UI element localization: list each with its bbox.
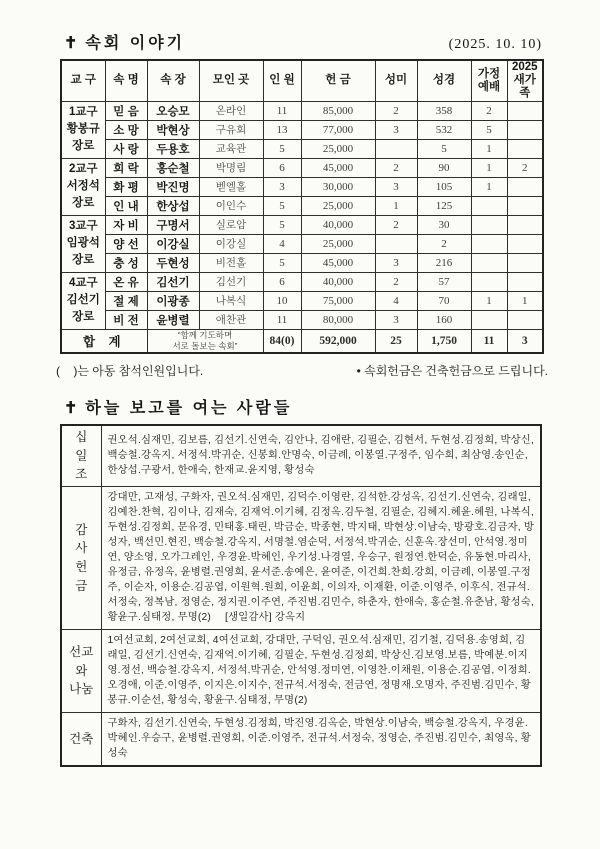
table-row	[61, 253, 543, 272]
place-cell: 이인수	[199, 196, 263, 215]
seongmi-cell: 2	[375, 272, 417, 291]
offering-cell: 25,000	[301, 139, 375, 158]
report-label-line: 감	[75, 522, 88, 537]
seongmi-cell	[375, 139, 417, 158]
report-row-names: 1여선교회, 2여선교회, 4여선교회, 강대만, 구덕임, 권오석.심재민, 김기철, 김덕용.송영희, 김래일, 김선기.신연숙, 김재억.이기혜, 김필순, 두현성.김정희, 박상신.김보영.보름, 박예분.이지영.정선, 백승철.강옥지, 서정석.박귀순, 안석영.정미연, 이영찬.이채원, 이용순.김공엽, 이정희.오경애, 이준.이영주, 이지은.이지수, 전규석.서정숙, 전금연, 정명재.오명자, 주진범.김민수, 황봉규.이순선, 황성숙, 황윤구.심태정, 무명(2)	[101, 630, 541, 713]
column-header-line: 속 장	[160, 74, 186, 87]
attendance-cell: 11	[263, 310, 301, 329]
table-row	[61, 310, 543, 329]
report-row	[61, 487, 541, 630]
family-worship-cell: 1	[471, 139, 507, 158]
attendance-cell: 4	[263, 234, 301, 253]
bible-cell: 5	[417, 139, 471, 158]
attendance-cell: 11	[263, 101, 301, 120]
bible-cell: 160	[417, 310, 471, 329]
footnotes	[56, 362, 548, 379]
attendance-cell: 5	[263, 253, 301, 272]
bible-cell: 216	[417, 253, 471, 272]
column-header-line: 새가족	[513, 74, 536, 100]
motto-line: 서로 돌보는 속회”	[172, 340, 238, 351]
table-row	[61, 177, 543, 196]
leader-cell: 윤병렬	[147, 310, 199, 329]
place-cell: 박명림	[199, 158, 263, 177]
sok-name-cell: 화 평	[105, 177, 147, 196]
leader-cell: 홍순철	[147, 158, 199, 177]
table-row	[61, 234, 543, 253]
attendance-cell: 6	[263, 272, 301, 291]
section2-title: 하늘 보고를 여는 사람들	[85, 399, 293, 417]
offering-cell: 25,000	[301, 234, 375, 253]
district-cell	[61, 215, 105, 272]
new-family-cell	[507, 196, 543, 215]
bible-cell: 358	[417, 101, 471, 120]
total-motto	[147, 329, 263, 353]
sok-name-cell: 인 내	[105, 196, 147, 215]
offering-cell: 77,000	[301, 120, 375, 139]
column-header-line: 인 원	[269, 74, 295, 87]
report-row-label	[61, 487, 101, 630]
new-family-cell	[507, 253, 543, 272]
family-worship-cell: 2	[471, 101, 507, 120]
column-header	[417, 60, 471, 101]
seongmi-cell: 4	[375, 291, 417, 310]
report-label-line: 십	[75, 429, 88, 444]
column-header-line: 교 구	[70, 74, 96, 87]
sok-name-cell: 충 성	[105, 253, 147, 272]
place-cell: 구유회	[199, 120, 263, 139]
sok-name-cell: 소 망	[105, 120, 147, 139]
district-cell	[61, 101, 105, 158]
offering-people-table	[60, 424, 542, 767]
family-worship-cell	[471, 215, 507, 234]
seongmi-cell: 3	[375, 120, 417, 139]
report-row	[61, 713, 541, 767]
bible-cell: 125	[417, 196, 471, 215]
leader-cell: 김선기	[147, 272, 199, 291]
attendance-cell: 5	[263, 139, 301, 158]
district-line: 장로	[72, 254, 95, 267]
sok-name-cell: 자 비	[105, 215, 147, 234]
new-family-cell	[507, 215, 543, 234]
district-line: 4교구	[68, 277, 98, 290]
leader-cell: 박현상	[147, 120, 199, 139]
sok-name-cell: 사 랑	[105, 139, 147, 158]
district-cell	[61, 158, 105, 215]
column-header	[61, 60, 105, 101]
offering-cell: 85,000	[301, 101, 375, 120]
column-header-line: 예배	[477, 80, 501, 93]
total-row	[61, 329, 543, 353]
report-row-label	[61, 425, 101, 487]
report-label-line: 헌	[75, 560, 88, 574]
attendance-cell: 5	[263, 196, 301, 215]
district-line: 김선기	[66, 294, 100, 307]
seongmi-cell: 2	[375, 158, 417, 177]
district-line: 2교구	[68, 163, 98, 176]
family-worship-cell	[471, 234, 507, 253]
report-table-body	[61, 425, 541, 766]
district-line: 장로	[72, 311, 95, 324]
leader-cell: 이강실	[147, 234, 199, 253]
district-cell	[61, 272, 105, 329]
leader-cell: 오승모	[147, 101, 199, 120]
sok-name-cell: 희 락	[105, 158, 147, 177]
note-offering-use: • 속회헌금은 건축헌금으로 드립니다.	[356, 363, 548, 378]
seongmi-cell: 1	[375, 196, 417, 215]
column-header-line: 헌 금	[325, 74, 351, 87]
seongmi-cell: 2	[375, 215, 417, 234]
report-label-line: 금	[75, 578, 88, 593]
column-header	[301, 60, 375, 101]
new-family-cell	[507, 234, 543, 253]
sokhoe-header-row	[61, 60, 543, 101]
report-label-line: 일	[75, 448, 88, 463]
leader-cell: 구명서	[147, 215, 199, 234]
column-header-line: 2025	[511, 61, 538, 73]
offering-cell: 40,000	[301, 215, 375, 234]
family-worship-cell	[471, 310, 507, 329]
total-offering: 592,000	[301, 329, 375, 353]
report-row-names: 구화자, 김선기.신연숙, 두현성.김정희, 박진영.김옥순, 박현상.이남숙, 백승철.강옥지, 우경윤.박혜인.우승구, 윤병렬.권영희, 이준.이영주, 전규석.서정숙, 정영순, 주진범.김민수, 최영옥, 황성숙	[101, 713, 541, 767]
new-family-cell: 2	[507, 158, 543, 177]
section1-header	[64, 30, 542, 53]
place-cell: 비전홀	[199, 253, 263, 272]
family-worship-cell	[471, 196, 507, 215]
district-line: 장로	[72, 140, 95, 153]
new-family-cell	[507, 139, 543, 158]
family-worship-cell: 1	[471, 158, 507, 177]
table-row	[61, 139, 543, 158]
attendance-cell: 6	[263, 158, 301, 177]
leader-cell: 이광종	[147, 291, 199, 310]
offering-cell: 80,000	[301, 310, 375, 329]
section2-header	[64, 395, 542, 418]
report-row-names: 강대만, 고재성, 구화자, 권오석.심재민, 김덕수.이영란, 김석한.강성옥, 김선기.신연숙, 김래일, 김예찬.찬혁, 김이나, 김재숙, 김재억.이기혜, 김정옥.김두철, 김필순, 김혜지.혜윤.혜원, 나복식, 두현성.김정희, 문유경, 민태홍.태린, 박금순, 박종현, 박지태, 박현상.이남숙, 방광호.김금자, 방성자, 백선민.현진, 백승철.강옥지, 서명철.염순덕, 서정석.박귀순, 신훈옥.장선미, 안석영.정미연, 양소영, 오가그레인, 우경윤.박혜인, 우기성.나경열, 우승구, 원정연.한덕순, 유동현.마리사, 유정금, 유정옥, 윤병렬.권영희, 윤서준.송예은, 윤여준, 이건희.찬희.강희, 이금례, 이봉열.구정주, 이순자, 이용순.김공엽, 이원혁.원희, 이윤희, 이의자, 이재환, 이준.이영주, 이후식, 전규석.서정숙, 정복남, 정영순, 정지권.이주연, 주진범.김민수, 하춘자, 한애숙, 홍순철.유춘남, 황성숙, 황윤구.심태정, 무명(2) [생일감사] 강옥지	[101, 487, 541, 630]
family-worship-cell	[471, 272, 507, 291]
table-row	[61, 120, 543, 139]
table-row	[61, 272, 543, 291]
column-header	[147, 60, 199, 101]
total-label: 합 계	[61, 329, 147, 353]
report-row	[61, 630, 541, 713]
sokhoe-table-total	[61, 329, 543, 353]
column-header-line: 성미	[384, 74, 408, 87]
table-row	[61, 215, 543, 234]
table-row	[61, 158, 543, 177]
place-cell: 김선기	[199, 272, 263, 291]
place-cell: 교육관	[199, 139, 263, 158]
attendance-cell: 10	[263, 291, 301, 310]
column-header-line: 가정	[477, 67, 501, 80]
birthday-thanks-annotation: [생일감사] 강옥지	[225, 612, 306, 623]
column-header	[263, 60, 301, 101]
sok-name-cell: 양 선	[105, 234, 147, 253]
total-family-worship: 11	[471, 329, 507, 353]
sokhoe-report-table	[60, 59, 544, 354]
new-family-cell: 1	[507, 291, 543, 310]
attendance-cell: 3	[263, 177, 301, 196]
offering-cell: 25,000	[301, 196, 375, 215]
attendance-cell: 13	[263, 120, 301, 139]
offering-cell: 30,000	[301, 177, 375, 196]
offering-cell: 40,000	[301, 272, 375, 291]
report-row-names: 권오석.심재민, 김보름, 김선기.신연숙, 김안나, 김애란, 김필순, 김현서, 두현성.김정희, 박상신, 백승철.강옥지, 서정석.박귀순, 신봉회.안명숙, 이금례, 이봉열.구정주, 임수희, 최삼영.송인순, 한상섭.구광서, 한애숙, 한재교.윤지영, 황성숙	[101, 425, 541, 487]
seongmi-cell: 3	[375, 310, 417, 329]
report-label-line: 사	[75, 541, 88, 556]
attendance-cell: 5	[263, 215, 301, 234]
leader-cell: 한상섭	[147, 196, 199, 215]
report-label-line: 건축	[69, 731, 94, 746]
table-row	[61, 291, 543, 310]
column-header-line: 속 명	[113, 74, 139, 87]
total-new-family: 3	[507, 329, 543, 353]
section1-date: (2025. 10. 10)	[448, 37, 542, 52]
table-row	[61, 101, 543, 120]
cross-icon: ✝	[64, 399, 78, 417]
place-cell: 온라인	[199, 101, 263, 120]
seongmi-cell: 3	[375, 177, 417, 196]
seongmi-cell	[375, 234, 417, 253]
district-line: 3교구	[68, 220, 98, 233]
seongmi-cell: 3	[375, 253, 417, 272]
bible-cell: 30	[417, 215, 471, 234]
place-cell: 벧엘홀	[199, 177, 263, 196]
bible-cell: 70	[417, 291, 471, 310]
column-header	[471, 60, 507, 101]
total-attendance: 84(0)	[263, 329, 301, 353]
bible-cell: 105	[417, 177, 471, 196]
sok-name-cell: 절 제	[105, 291, 147, 310]
offering-cell: 75,000	[301, 291, 375, 310]
district-line: 황봉규	[66, 123, 100, 136]
bible-cell: 2	[417, 234, 471, 253]
leader-cell: 두용호	[147, 139, 199, 158]
cross-icon: ✝	[64, 35, 78, 52]
district-line: 장로	[72, 197, 95, 210]
place-cell: 애찬관	[199, 310, 263, 329]
family-worship-cell	[471, 253, 507, 272]
sok-name-cell: 믿 음	[105, 101, 147, 120]
total-seongmi: 25	[375, 329, 417, 353]
motto-line: “함께 기도하며	[177, 329, 233, 340]
report-row-label	[61, 630, 101, 713]
bible-cell: 57	[417, 272, 471, 291]
report-label-line: 나눔	[69, 682, 94, 697]
leader-cell: 박진명	[147, 177, 199, 196]
new-family-cell	[507, 310, 543, 329]
bible-cell: 90	[417, 158, 471, 177]
total-bible: 1,750	[417, 329, 471, 353]
column-header-line: 모인 곳	[212, 74, 250, 87]
report-label-line: 선교	[69, 644, 94, 659]
family-worship-cell: 1	[471, 291, 507, 310]
district-line: 임광석	[66, 237, 100, 250]
district-line: 서정석	[66, 180, 100, 193]
column-header-line: 성경	[432, 74, 456, 87]
new-family-cell	[507, 101, 543, 120]
place-cell: 이강실	[199, 234, 263, 253]
column-header	[199, 60, 263, 101]
new-family-cell	[507, 272, 543, 291]
new-family-cell	[507, 120, 543, 139]
column-header	[105, 60, 147, 101]
report-row	[61, 425, 541, 487]
new-family-cell	[507, 177, 543, 196]
column-header	[375, 60, 417, 101]
family-worship-cell: 5	[471, 120, 507, 139]
report-label-line: 와	[75, 663, 88, 678]
note-children-count: ( )는 아동 참석인원입니다.	[56, 363, 204, 378]
district-line: 1교구	[68, 106, 98, 119]
place-cell: 나복식	[199, 291, 263, 310]
leader-cell: 두현성	[147, 253, 199, 272]
column-header	[507, 60, 543, 101]
report-row-label	[61, 713, 101, 767]
place-cell: 실로암	[199, 215, 263, 234]
report-label-line: 조	[75, 467, 88, 482]
table-row	[61, 196, 543, 215]
bible-cell: 532	[417, 120, 471, 139]
sok-name-cell: 비 전	[105, 310, 147, 329]
offering-cell: 45,000	[301, 253, 375, 272]
offering-cell: 45,000	[301, 158, 375, 177]
sokhoe-table-body	[61, 101, 543, 329]
family-worship-cell: 1	[471, 177, 507, 196]
sok-name-cell: 온 유	[105, 272, 147, 291]
seongmi-cell: 2	[375, 101, 417, 120]
section1-title: 속회 이야기	[85, 35, 186, 52]
